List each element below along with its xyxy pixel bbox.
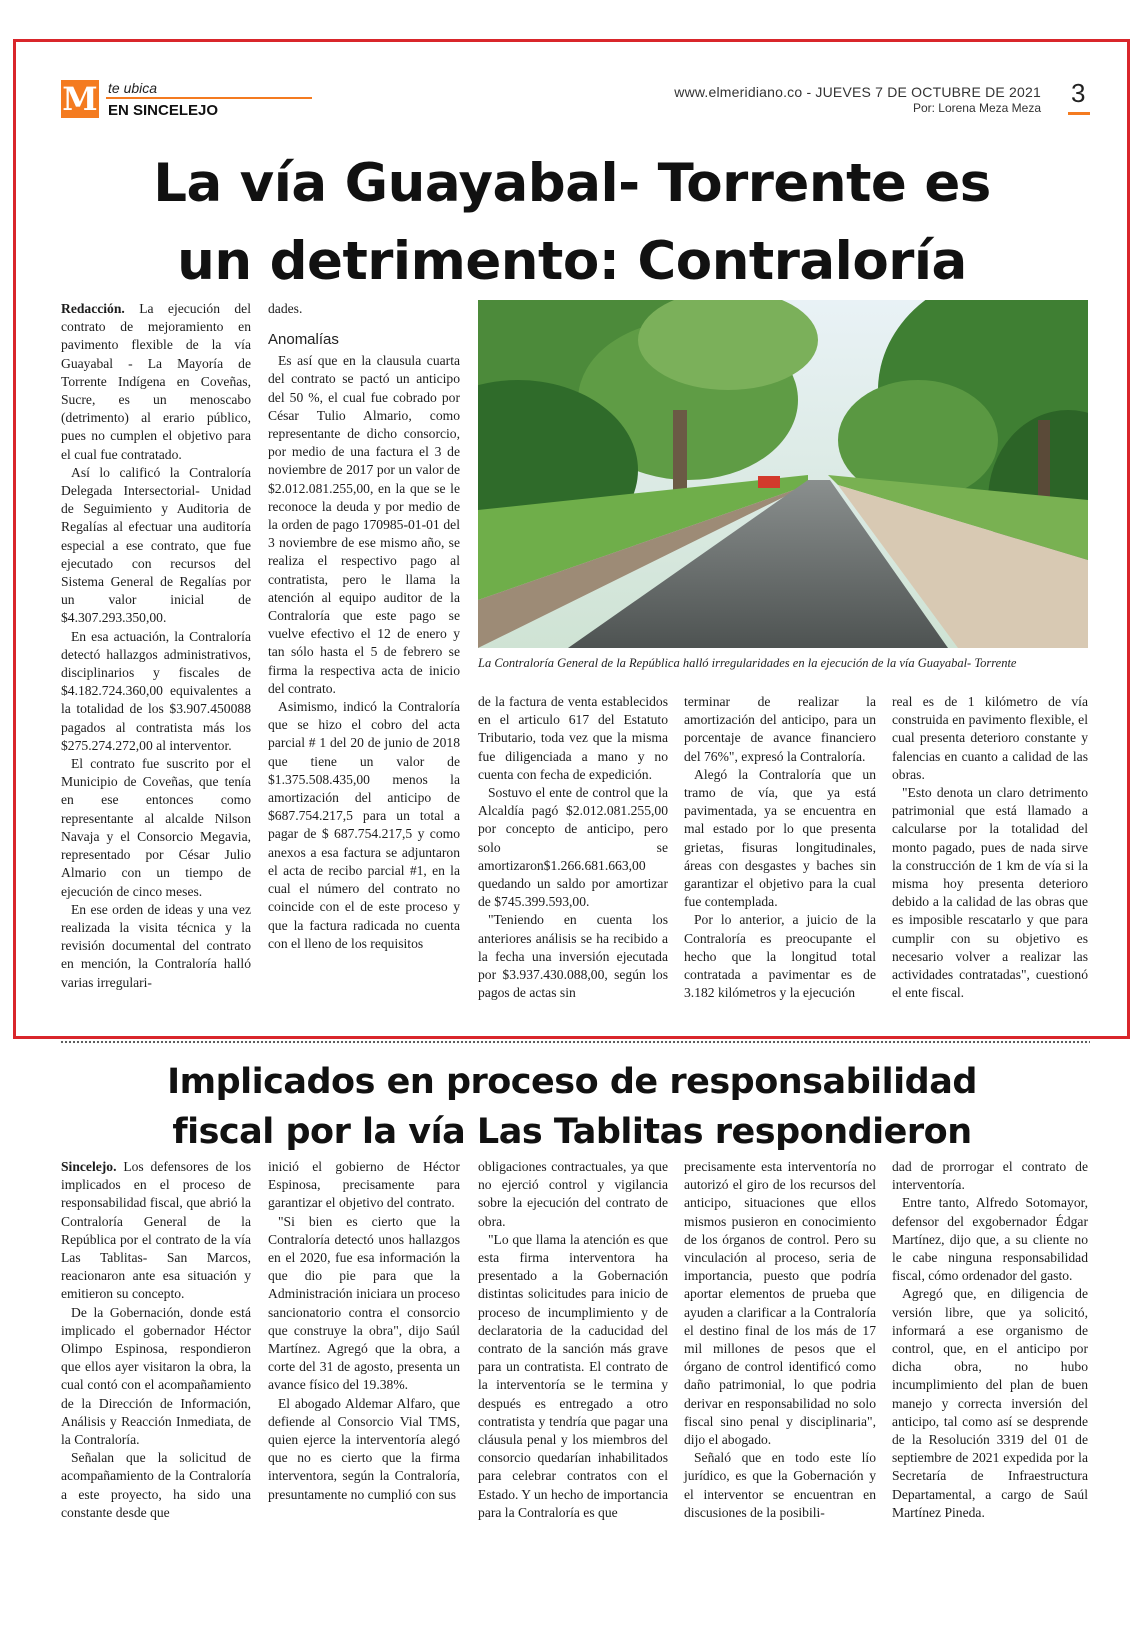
- paragraph: "Teniendo en cuenta los anteriores análisis se ha recibido a la fecha una inversión ejecutada por $3.937.430.088,00, según los pagos de actas sin: [478, 912, 668, 1001]
- article2-column-3: [478, 1158, 668, 1522]
- paragraph: inició el gobierno de Héctor Espinosa, precisamente para garantizar el objetivo del contrato.: [268, 1159, 460, 1211]
- paragraph: En ese orden de ideas y una vez realizada la visita técnica y la revisión documental del contrato en mención, la Contraloría halló varias irregulari-: [61, 901, 251, 990]
- paragraph: De la Gobernación, donde está implicado el gobernador Héctor Olimpo Espinosa, respondieron que ellos ayer visitaron la obra, la cual contó con el acompañamiento de la Dirección de Información, Análisis y Reacción Inmediata, de la Contraloría.: [61, 1304, 251, 1448]
- paragraph: precisamente esta interventoría no autorizó el giro de los recursos del anticipo, situaciones que ellos mismos pusieron en conocimiento de los órganos de control. Pero su vinculación al proceso, seria de importancia, puesto que podría aportar elementos de prueba que ayuden a clarificar a la Contraloría el destino final de los más de 17 mil millones de pesos que el órgano de control identificó como daño patrimonial, lo que podria derivar en responsabilidad no solo fiscal sino penal y disciplinaria", dijo el abogado.: [684, 1159, 876, 1448]
- paragraph: Alegó la Contraloría que un tramo de vía, que ya está pavimentada, ya se encuentra en mal estado por lo que presenta grietas, fisuras longitudinales, áreas con desgastes y baches sin garantizar el objetivo para la cual fue contemplada.: [684, 766, 876, 910]
- paragraph: Redacción. La ejecución del contrato de mejoramiento en pavimento flexible de la vía Guayabal - La Mayoría de Torrente Indígena en Coveñas, Sucre, es un menoscabo (detrimento) al erario público, pues no cumplen el objetivo para el cual fue contratado.: [61, 301, 251, 462]
- paragraph: "Esto denota un claro detrimento patrimonial que está llamado a calcularse por la totalidad del monto pagado, pues de nada sirve la construcción de 1 km de vía si la misma hoy presenta deterioro debido a la calidad de las obras que es imposible rescatarlo y que para cumplir con su objetivo es necesario volver a realizar las actividades contratadas", cuestionó el ente fiscal.: [892, 785, 1088, 1001]
- paragraph: Agregó que, en diligencia de versión libre, que ya solicitó, informará a ese organismo de control, que, en el anticipo por dicha obra, no hubo incumplimiento del plan de buen manejo y correcta inversión del anticipo, tal como así se desprende de la Resolución 3319 del 01 de septiembre de 2021 expedida por la Secretaría de Infraestructura Departamental, a cargo de Saúl Martínez Pineda.: [892, 1286, 1088, 1520]
- paragraph: dad de prorrogar el contrato de interventoría.: [892, 1159, 1088, 1193]
- road-illustration: [478, 300, 1088, 648]
- article1-column-1: [61, 300, 251, 992]
- dateline-lead: Redacción.: [61, 301, 125, 316]
- article1-column-4: [684, 693, 876, 1002]
- article1-column-2: [268, 300, 460, 953]
- article2-headline-line2: fiscal por la vía Las Tablitas respondieron: [172, 1112, 972, 1152]
- road-photo: [478, 300, 1088, 648]
- article-divider: [60, 1040, 1090, 1044]
- page-number: 3: [1071, 78, 1086, 108]
- paragraph: obligaciones contractuales, ya que no ejerció control y vigilancia sobre la ejecución del contrato de obra.: [478, 1159, 668, 1229]
- article1-headline-line2: un detrimento: Contraloría: [177, 231, 967, 292]
- paragraph: El abogado Aldemar Alfaro, que defiende al Consorcio Vial TMS, quien ejerce la interventoría alegó que no es cierto que la firma interventora, según la Contraloría, presuntamente no cumplió con sus: [268, 1395, 460, 1502]
- article2-headline-line1: Implicados en proceso de responsabilidad: [167, 1062, 977, 1102]
- byline: Por: Lorena Meza Meza: [912, 101, 1041, 115]
- paragraph: de la factura de venta establecidos en el articulo 617 del Estatuto Tributario, toda vez que la misma fue diligenciada a mano y no cuenta con fecha de expedición.: [478, 694, 668, 782]
- paragraph: real es de 1 kilómetro de vía construida en pavimento flexible, el cual presenta deterioro constante y falencias en cuanto a calidad de las obras.: [892, 694, 1088, 782]
- article2-column-5: [892, 1158, 1088, 1522]
- article1-headline: [30, 145, 1114, 301]
- paragraph: "Lo que llama la atención es que esta firma interventora ha presentado a la Gobernación distintas solicitudes para inicio de proceso de incumplimiento y de declaratoria de la caducidad del contrato de la sanción más grave para un contratista. El contrato de la interventoría se le termina y después es entregado a otro contratista y tendría que pagar una cláusula penal y los miembros del consorcio quedarían inhabilitados para celebrar contratos con el Estado. Y un hecho de importancia para la Contraloría es que: [478, 1231, 669, 1520]
- paragraph: Es así que en la clausula cuarta del contrato se pactó un anticipo del 50 %, el cual fue cobrado por César Tulio Almario, como representante de dicho consorcio, por medio de una factura el 3 de noviembre de 2017 por un valor de $2.012.081.255,00, en la que se le reconoce la deuda y por medio de la orden de pago 170985-01-01 del 3 noviembre de ese mismo año, se realiza el respectivo pago al contratista, pero le llama la atención al equipo auditor de la Contraloría que este pago se vuelve efectivo el 12 de enero y tan sólo hasta el 5 de febrero se firma la respectiva acta de inicio del contrato.: [268, 353, 460, 696]
- paragraph: Señalan que la solicitud de acompañamiento de la Contraloría a este proyecto, ha sido una constante desde que: [61, 1450, 251, 1520]
- article1-headline-line1: La vía Guayabal- Torrente es: [153, 153, 991, 214]
- paragraph: El contrato fue suscrito por el Municipio de Coveñas, que tenía en ese entonces como representante al alcalde Nilson Navaja y el Consorcio Megavia, representado por César Julio Almario con un tiempo de ejecución de cinco meses.: [61, 756, 251, 899]
- dateline-lead: Sincelejo.: [61, 1159, 117, 1174]
- paragraph: terminar de realizar la amortización del anticipo, para un porcentaje de avance financiero del 76%", expresó la Contraloría.: [684, 694, 876, 764]
- newspaper-logo: M: [62, 80, 98, 118]
- paragraph: En esa actuación, la Contraloría detectó hallazgos administrativos, disciplinarios y fiscales de $4.182.724.360,00 equivalentes a la totalidad de los $3.907.450088 pagados al contratista más los $275.274.272,00 al interventor.: [61, 628, 251, 753]
- article2-column-4: [684, 1158, 876, 1522]
- photo-caption: La Contraloría General de la República halló irregularidades en la ejecución de la vía Guayabal- Torrente: [478, 656, 1017, 670]
- article2-headline: [30, 1057, 1114, 1157]
- article1-column-5: [892, 693, 1088, 1002]
- section-rule: [106, 97, 312, 99]
- article1-column-3: [478, 693, 668, 1002]
- section-name: EN SINCELEJO: [108, 102, 219, 119]
- paragraph: Por lo anterior, a juicio de la Contraloría es preocupante el hecho que la longitud total contratada a pavimentar es de 3.182 kilómetros y la ejecución: [684, 912, 876, 1001]
- paragraph: Así lo calificó la Contraloría Delegada Intersectorial- Unidad de Seguimiento y Auditoria de Regalías al efectuar una auditoría especial a ese contrato, que fue ejecutado con recursos del Sistema General de Regalías por un valor inicial de $4.307.293.350,00.: [61, 464, 251, 626]
- subheading: Anomalías: [268, 331, 339, 349]
- paragraph: Sincelejo. Los defensores de los implicados en el proceso de responsabilidad fiscal, que abrió la Contraloría General de la República por el contrato de la vía Las Tablitas- San Marcos, reacionaron ante esa situación y emitieron su concepto.: [61, 1159, 251, 1302]
- paragraph: "Si bien es cierto que la Contraloría detectó unos hallazgos en el 2020, fue esa información la que dio pie para que la Administración iniciara un proceso sancionatorio contra el consorcio que construye la obra", dijo Saúl Martínez. Agregó que la obra, a corte del 31 de agosto, presenta un avance físico del 19.38%.: [268, 1213, 460, 1393]
- paragraph: Asimismo, indicó la Contraloría que se hizo el cobro del acta parcial # 1 del 20 de junio de 2018 que tiene un valor de $1.375.508.435,00 menos la amortización del anticipo de $687.754.217,5 para un total a pagar de $ 687.754.217,5 y como anexos a esa factura se adjuntaron el acta de recibo parcial #1, en la cual el número del contrato no coincide con el de este proceso y que la factura radicada no cuenta con el lleno de los requisitos: [268, 699, 460, 951]
- paragraph: Entre tanto, Alfredo Sotomayor, defensor del exgobernador Édgar Martínez, dijo que, a su cliente no le cabe ninguna responsabilidad fiscal, cómo ordenador del gasto.: [892, 1195, 1088, 1284]
- dateline[interactable]: www.elmeridiano.co - JUEVES 7 DE OCTUBRE DE 2021: [674, 84, 1041, 100]
- article2-column-1: [61, 1158, 251, 1522]
- tagline: te ubica: [108, 80, 158, 96]
- page-number-rule: [1068, 112, 1090, 115]
- article2-column-2: [268, 1158, 460, 1504]
- paragraph: dades.: [268, 301, 303, 316]
- paragraph: Señaló que en todo este lío jurídico, es que la Gobernación y el interventor se encuentran en discusiones de la posibili-: [684, 1450, 876, 1520]
- paragraph: Sostuvo el ente de control que la Alcaldía pagó $2.012.081.255,00 por concepto de anticipo, pero solo se amortizaron$1.266.681.663,00 quedando un saldo por amortizar de $745.399.593,00.: [478, 785, 668, 910]
